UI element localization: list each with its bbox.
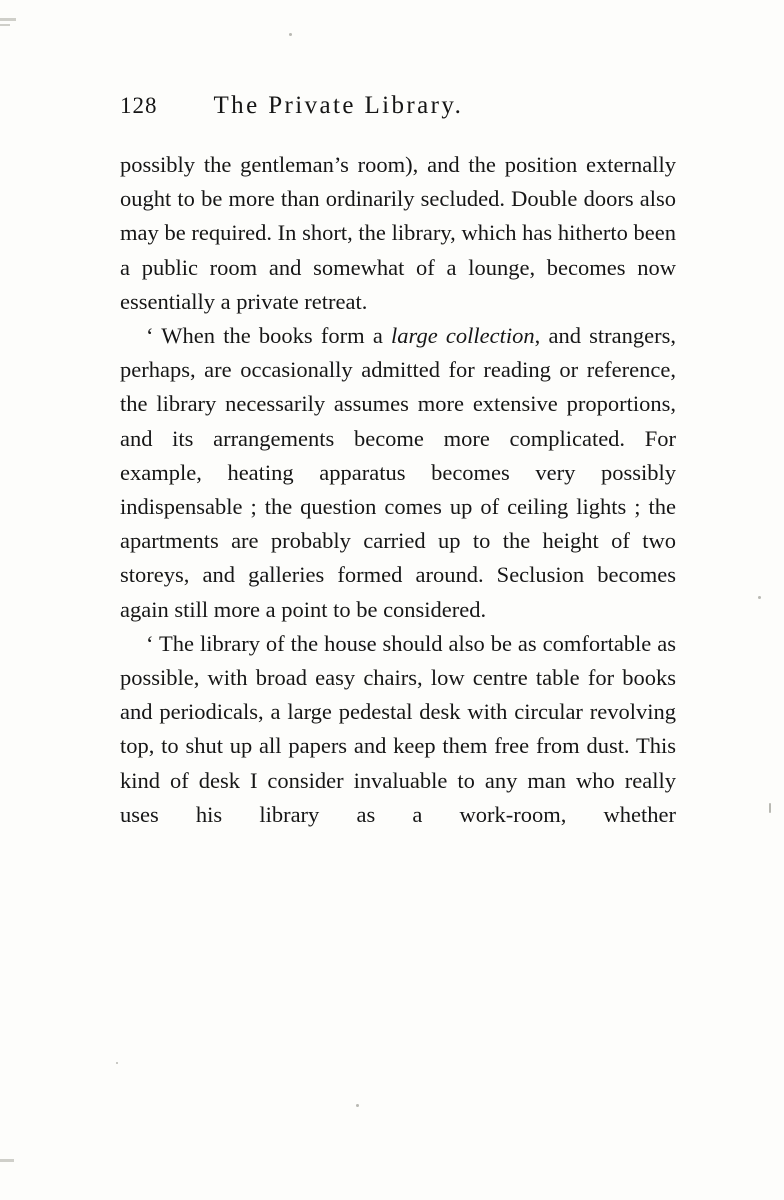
paragraph-lead: ‘ When the books form a: [146, 323, 392, 349]
running-title: The Private Library.: [213, 92, 464, 119]
scan-speck: [289, 33, 292, 36]
scan-speck: [769, 803, 771, 813]
paragraph: [120, 319, 676, 627]
italic-phrase: large collection: [391, 323, 535, 349]
scan-edge-mark: [0, 24, 10, 26]
paragraph-text: possibly the gentleman’s room), and the position externally ought to be more than ordinarily secluded. Double doors also may be required. In short, the library, which has hitherto been a public room and somewhat of a lounge, becomes now essentially a private retreat.: [120, 152, 676, 314]
scan-speck: [758, 596, 761, 599]
paragraph: [120, 148, 676, 319]
page-number: 128: [120, 93, 158, 118]
page-body: [120, 148, 676, 832]
scan-speck: [356, 1104, 359, 1107]
scan-edge-mark: [0, 18, 16, 21]
paragraph: [120, 627, 676, 832]
scan-speck: [116, 1062, 118, 1064]
page-header: [120, 92, 676, 120]
paragraph-text: , and strangers, perhaps, are occasionally admitted for reading or reference, the library necessarily assumes more extensive proportions, and its arrangements become more complicated. For example, heating apparatus becomes very possibly indispensable ; the question comes up of ceiling lights ; the apartments are probably carried up to the height of two storeys, and galleries formed around. Seclusion becomes again still more a point to be considered.: [120, 323, 677, 622]
paragraph-text: ‘ The library of the house should also be as comfortable as possible, with broad easy chairs, low centre table for books and periodicals, a large pedestal desk with circular revolving top, to shut up all papers and keep them free from dust. This kind of desk I consider invaluable to any man who really uses his library as a work-room, whether: [120, 630, 676, 827]
scan-edge-mark: [0, 1159, 14, 1162]
